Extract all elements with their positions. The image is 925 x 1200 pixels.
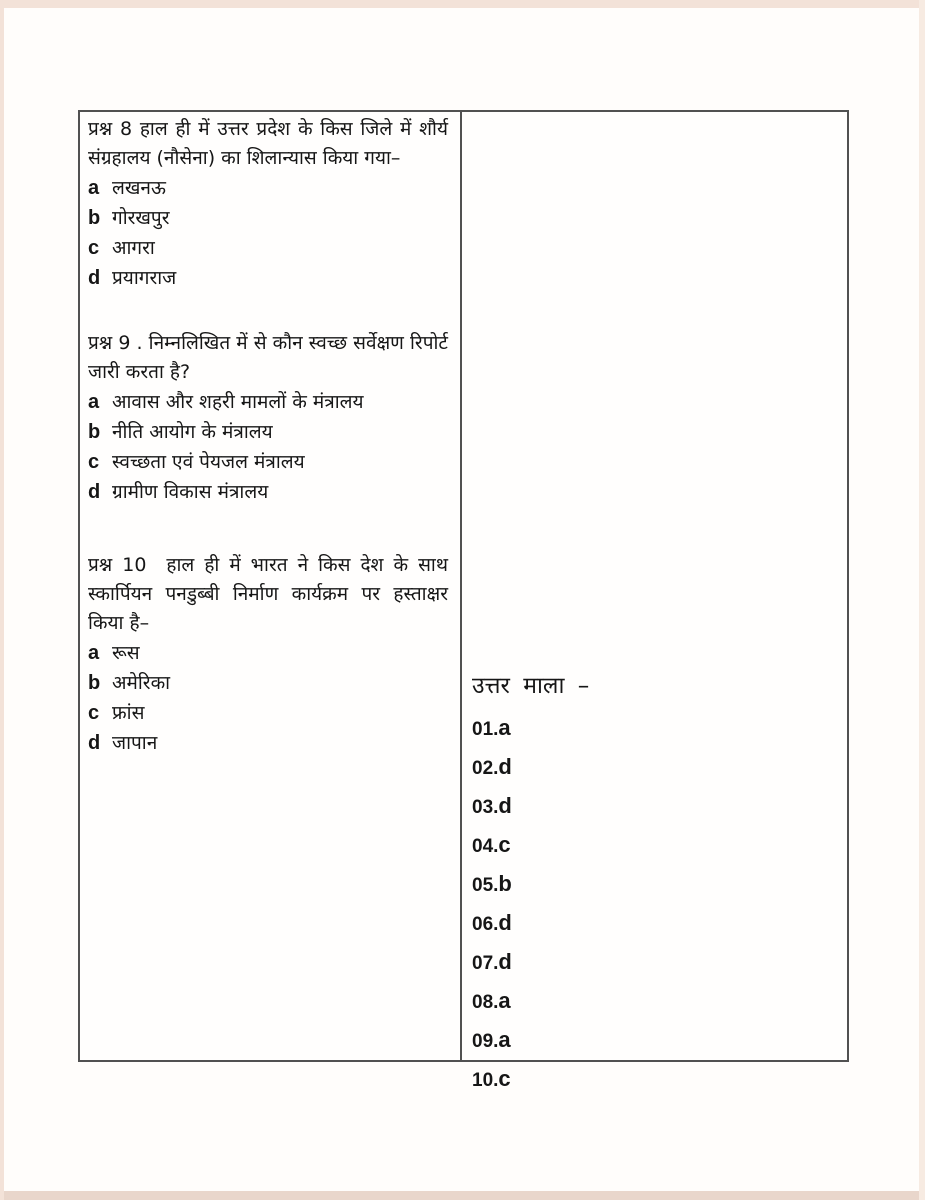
answer-number: 06. <box>472 914 499 935</box>
answer-row-01 <box>472 710 847 749</box>
question-10-option-d <box>88 728 448 758</box>
option-text: लखनऊ <box>112 177 166 199</box>
option-text: अमेरिका <box>112 672 171 694</box>
question-9-body: निम्नलिखित में से कौन स्वच्छ सर्वेक्षण रिपोर्ट जारी करता है? <box>88 332 448 383</box>
answer-number: 08. <box>472 992 499 1013</box>
answer-row-08 <box>472 983 847 1022</box>
option-letter: c <box>88 451 100 473</box>
question-10-body: हाल ही में भारत ने किस देश के साथ स्कार्पियन पनडुब्बी निर्माण कार्यक्रम पर हस्ताक्षर किया है– <box>88 554 448 634</box>
question-9 <box>88 329 448 507</box>
answer-number: 03. <box>472 797 499 818</box>
question-8-option-c <box>88 233 448 263</box>
answer-row-07 <box>472 944 847 983</box>
answer-number: 02. <box>472 758 499 779</box>
option-text: रूस <box>112 642 140 664</box>
answer-letter: a <box>498 988 511 1013</box>
option-letter: b <box>88 672 101 694</box>
answer-key-column <box>462 112 847 1091</box>
option-text: नीति आयोग के मंत्रालय <box>112 421 273 443</box>
question-8-option-b <box>88 203 448 233</box>
answer-number: 04. <box>472 836 499 857</box>
answer-row-05 <box>472 866 847 905</box>
answer-row-06 <box>472 905 847 944</box>
answer-letter: d <box>498 910 512 935</box>
answer-row-10 <box>472 1061 847 1100</box>
page-edge-top <box>0 0 925 8</box>
option-letter: a <box>88 177 100 199</box>
question-8-body: हाल ही में उत्तर प्रदेश के किस जिले में शौर्य संग्रहालय (नौसेना) का शिलान्यास किया गया– <box>88 118 448 169</box>
option-letter: c <box>88 237 100 259</box>
answer-number: 10. <box>472 1070 499 1091</box>
question-9-option-d <box>88 477 448 507</box>
answer-row-02 <box>472 749 847 788</box>
question-10 <box>88 551 448 758</box>
question-8-option-a <box>88 173 448 203</box>
question-8-option-d <box>88 263 448 293</box>
questions-column <box>80 112 462 1060</box>
option-text: फ्रांस <box>112 702 145 724</box>
page-edge-left <box>0 0 4 1200</box>
question-10-option-b <box>88 668 448 698</box>
option-letter: a <box>88 642 100 664</box>
option-letter: d <box>88 732 101 754</box>
question-9-option-a <box>88 387 448 417</box>
question-9-text <box>88 329 448 387</box>
answer-number: 07. <box>472 953 499 974</box>
question-8-text <box>88 115 448 173</box>
option-text: आवास और शहरी मामलों के मंत्रालय <box>112 391 364 413</box>
option-text: जापान <box>112 732 158 754</box>
answer-number: 05. <box>472 875 499 896</box>
question-9-option-c <box>88 447 448 477</box>
answer-key-heading: उत्तर माला – <box>472 673 590 699</box>
option-letter: b <box>88 421 101 443</box>
option-letter: b <box>88 207 101 229</box>
answer-row-03 <box>472 788 847 827</box>
option-letter: a <box>88 391 100 413</box>
answer-letter: b <box>498 871 512 896</box>
page-edge-bottom <box>0 1191 925 1200</box>
option-text: आगरा <box>112 237 155 259</box>
answer-letter: d <box>498 949 512 974</box>
option-text: प्रयागराज <box>112 267 177 289</box>
answer-letter: c <box>498 832 511 857</box>
answer-number: 01. <box>472 719 499 740</box>
answer-row-09 <box>472 1022 847 1061</box>
question-10-text <box>88 551 448 638</box>
answer-letter: a <box>498 1027 511 1052</box>
option-text: ग्रामीण विकास मंत्रालय <box>112 481 269 503</box>
question-10-option-c <box>88 698 448 728</box>
option-text: गोरखपुर <box>112 207 170 229</box>
page-edge-right <box>919 0 925 1200</box>
question-10-option-a <box>88 638 448 668</box>
question-9-option-b <box>88 417 448 447</box>
quiz-table <box>78 110 849 1091</box>
answer-row-04 <box>472 827 847 866</box>
option-text: स्वच्छता एवं पेयजल मंत्रालय <box>112 451 305 473</box>
question-8 <box>88 115 448 293</box>
answer-number: 09. <box>472 1031 499 1052</box>
question-8-number: प्रश्न 8 <box>88 118 133 140</box>
question-9-number: प्रश्न 9 . <box>88 332 143 354</box>
answer-letter: a <box>498 715 511 740</box>
option-letter: c <box>88 702 100 724</box>
answer-letter: d <box>498 793 512 818</box>
answer-letter: d <box>498 754 512 779</box>
question-10-number: प्रश्न 10 <box>88 554 147 576</box>
answer-letter: c <box>498 1066 511 1091</box>
option-letter: d <box>88 481 101 503</box>
option-letter: d <box>88 267 101 289</box>
